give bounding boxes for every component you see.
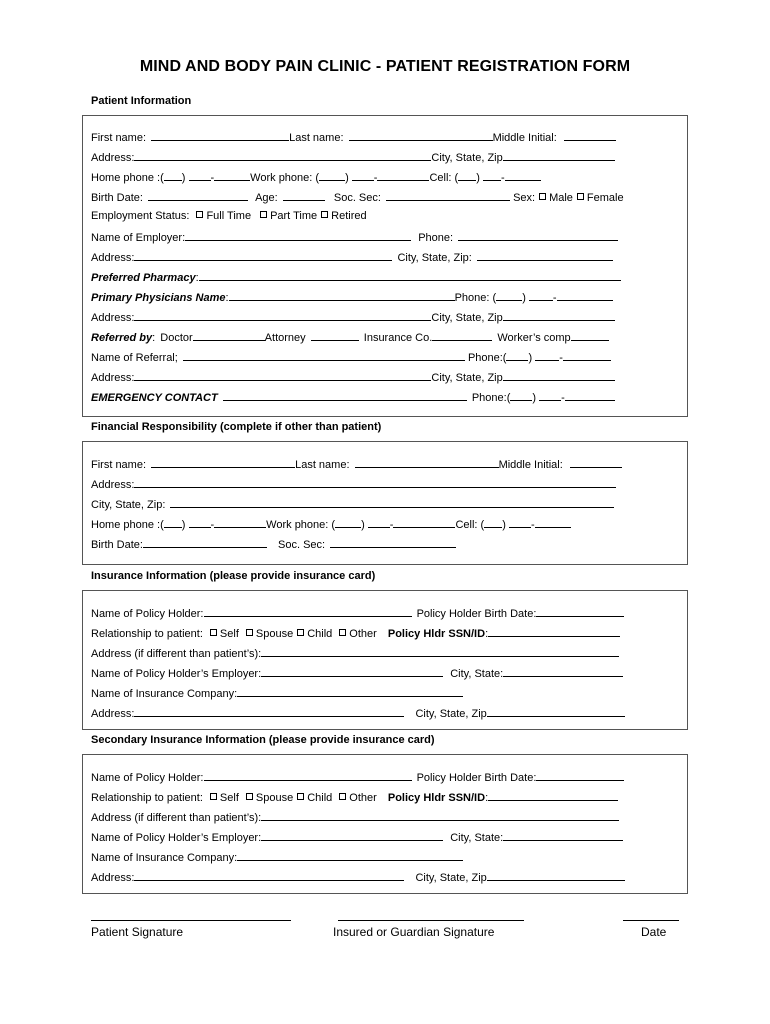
address-label: Address: — [91, 152, 135, 164]
employer-address-field[interactable] — [134, 250, 392, 261]
referred-by-label: Referred by — [91, 332, 153, 344]
financial-phone-row — [91, 517, 571, 532]
address-label: Address: — [91, 372, 135, 384]
city-state-zip-label: City, State, Zip — [431, 312, 503, 324]
home-prefix-field[interactable] — [189, 170, 211, 181]
referral-address-row — [91, 370, 615, 385]
referral-line-field[interactable] — [563, 350, 611, 361]
age-field[interactable] — [283, 190, 325, 201]
ins-employer-field[interactable] — [261, 666, 443, 677]
paren: ) — [522, 292, 526, 304]
ins-company-row — [91, 686, 463, 701]
employer-city-field[interactable] — [477, 250, 613, 261]
soc-sec-label: Soc. Sec: — [333, 192, 381, 204]
age-label: Age: — [255, 192, 278, 204]
ins-address-row — [91, 706, 625, 721]
retired-label: Retired — [331, 210, 367, 222]
policy-holder-birth-label: Policy Holder Birth Date: — [416, 608, 537, 620]
sec-city-field[interactable] — [487, 870, 625, 881]
relationship-label: Relationship to patient: — [91, 628, 203, 640]
section-heading-financial: Financial Responsibility (complete if other than patient) — [91, 421, 382, 433]
ins-address-diff-field[interactable] — [261, 646, 619, 657]
sec-company-row — [91, 850, 463, 865]
ins-holder-birth-field[interactable] — [536, 606, 624, 617]
referral-area-field[interactable] — [506, 350, 528, 361]
referral-phone-label: Phone:( — [467, 352, 507, 364]
male-checkbox[interactable] — [539, 193, 546, 200]
doctor-label: Doctor — [160, 332, 193, 344]
form-title: MIND AND BODY PAIN CLINIC - PATIENT REGISTRATION FORM — [139, 58, 631, 75]
full-time-label: Full Time — [206, 210, 252, 222]
employment-row — [91, 210, 367, 223]
ins-address-field[interactable] — [134, 706, 404, 717]
cell-label: Cell: ( — [429, 172, 459, 184]
insurance-co-label: Insurance Co. — [363, 332, 433, 344]
work-prefix-field[interactable] — [352, 170, 374, 181]
fin-middle-initial-field[interactable] — [570, 457, 622, 468]
physician-address-field[interactable] — [134, 310, 431, 321]
paren: ) — [181, 172, 186, 184]
patient-signature-line[interactable] — [91, 920, 291, 921]
cell-area-field[interactable] — [458, 170, 476, 181]
address-label: Address: — [91, 479, 135, 491]
city-state-zip-label: City, State, Zip — [415, 872, 487, 884]
sec-holder-row — [91, 770, 624, 785]
self-checkbox[interactable] — [210, 629, 217, 636]
sec-relationship-row — [91, 790, 618, 805]
dash: - — [210, 172, 215, 184]
doctor-field[interactable] — [193, 330, 265, 341]
ins-employer-city-field[interactable] — [503, 666, 623, 677]
policy-holder-birth-label: Policy Holder Birth Date: — [416, 772, 537, 784]
dash: - — [530, 519, 535, 531]
policy-ssn-label: Policy Hldr SSN/ID — [387, 628, 486, 640]
policy-employer-label: Name of Policy Holder’s Employer: — [91, 668, 262, 680]
birth-date-label: Birth Date: — [91, 539, 143, 551]
home-area-field[interactable] — [164, 170, 182, 181]
workers-comp-label: Worker’s comp — [497, 332, 571, 344]
sec-ssn-field[interactable] — [488, 790, 618, 801]
patient-name-row — [91, 130, 616, 145]
patient-address-row — [91, 150, 615, 165]
attorney-field[interactable] — [311, 330, 359, 341]
employer-phone-label: Phone: — [418, 232, 454, 244]
ins-employer-row — [91, 666, 623, 681]
dash: - — [552, 292, 557, 304]
fin-cell-prefix-field[interactable] — [509, 517, 531, 528]
paren: ) — [476, 172, 480, 184]
workers-comp-field[interactable] — [571, 330, 609, 341]
fin-birth-date-field[interactable] — [143, 537, 267, 548]
guardian-signature-line[interactable] — [338, 920, 524, 921]
dash: - — [373, 172, 378, 184]
spouse-checkbox[interactable] — [246, 629, 253, 636]
policy-holder-label: Name of Policy Holder: — [91, 772, 204, 784]
fin-home-line-field[interactable] — [214, 517, 266, 528]
middle-initial-label: Middle Initial: — [498, 459, 563, 471]
self-checkbox[interactable] — [210, 793, 217, 800]
ins-holder-row — [91, 606, 624, 621]
physician-phone-label: Phone: ( — [454, 292, 497, 304]
work-line-field[interactable] — [377, 170, 429, 181]
ins-company-field[interactable] — [237, 686, 463, 697]
dash: - — [389, 519, 394, 531]
sec-employer-city-field[interactable] — [503, 830, 623, 841]
referral-row — [91, 350, 611, 365]
last-name-label: Last name: — [295, 459, 350, 471]
patient-birth-row — [91, 190, 624, 205]
relationship-label: Relationship to patient: — [91, 792, 203, 804]
sec-employer-field[interactable] — [261, 830, 443, 841]
financial-address-row — [91, 477, 616, 492]
child-checkbox[interactable] — [297, 793, 304, 800]
spouse-checkbox[interactable] — [246, 793, 253, 800]
child-checkbox[interactable] — [297, 629, 304, 636]
first-name-label: First name: — [91, 132, 147, 144]
other-label: Other — [349, 628, 377, 640]
fin-home-prefix-field[interactable] — [189, 517, 211, 528]
emergency-contact-label: EMERGENCY CONTACT — [91, 392, 218, 404]
city-state-zip-label: City, State, Zip — [431, 372, 503, 384]
fin-soc-sec-field[interactable] — [330, 537, 456, 548]
ins-relationship-row — [91, 626, 620, 641]
insurance-company-label: Name of Insurance Company: — [91, 852, 238, 864]
paren: ) — [181, 519, 186, 531]
physician-line-field[interactable] — [557, 290, 613, 301]
colon: : — [485, 792, 489, 804]
primary-physician-label: Primary Physicians Name — [91, 292, 226, 304]
emergency-contact-field[interactable] — [223, 390, 467, 401]
child-label: Child — [307, 628, 333, 640]
self-label: Self — [219, 792, 239, 804]
other-checkbox[interactable] — [339, 793, 346, 800]
middle-initial-field[interactable] — [564, 130, 616, 141]
soc-sec-field[interactable] — [386, 190, 510, 201]
child-label: Child — [307, 792, 333, 804]
fin-first-name-field[interactable] — [151, 457, 295, 468]
colon: : — [225, 292, 229, 304]
part-time-label: Part Time — [270, 210, 318, 222]
address-label: Address: — [91, 252, 135, 264]
emergency-area-field[interactable] — [510, 390, 532, 401]
ins-city-field[interactable] — [487, 706, 625, 717]
paren: ) — [345, 172, 349, 184]
male-label: Male — [549, 192, 573, 204]
fin-home-area-field[interactable] — [164, 517, 182, 528]
section-heading-patient: Patient Information — [91, 95, 192, 107]
city-state-zip-label: City, State, Zip: — [397, 252, 472, 264]
address-field[interactable] — [134, 150, 431, 161]
insurance-co-field[interactable] — [432, 330, 492, 341]
other-checkbox[interactable] — [339, 629, 346, 636]
attorney-label: Attorney — [264, 332, 306, 344]
ins-ssn-field[interactable] — [488, 626, 620, 637]
pharmacy-field[interactable] — [199, 270, 621, 281]
fin-cell-line-field[interactable] — [535, 517, 571, 528]
sec-employer-row — [91, 830, 623, 845]
fin-work-area-field[interactable] — [335, 517, 361, 528]
referral-label: Name of Referral; — [91, 352, 178, 364]
address-if-different-label: Address (if different than patient’s): — [91, 648, 262, 660]
address-label: Address: — [91, 872, 135, 884]
home-phone-label: Home phone :( — [91, 172, 164, 184]
city-state-zip-label: City, State, Zip: — [91, 499, 166, 511]
referred-by-row — [91, 330, 609, 345]
fin-work-prefix-field[interactable] — [368, 517, 390, 528]
fin-city-field[interactable] — [170, 497, 614, 508]
birth-date-field[interactable] — [148, 190, 248, 201]
address-if-different-label: Address (if different than patient’s): — [91, 812, 262, 824]
address-label: Address: — [91, 312, 135, 324]
city-state-label: City, State: — [450, 832, 504, 844]
soc-sec-label: Soc. Sec: — [278, 539, 326, 551]
first-name-label: First name: — [91, 459, 147, 471]
physician-city-field[interactable] — [503, 310, 615, 321]
city-state-zip-field[interactable] — [503, 150, 615, 161]
colon: : — [485, 628, 489, 640]
last-name-field[interactable] — [349, 130, 493, 141]
spouse-label: Spouse — [255, 792, 294, 804]
birth-date-label: Birth Date: — [91, 192, 143, 204]
ins-holder-field[interactable] — [204, 606, 412, 617]
fin-last-name-field[interactable] — [355, 457, 499, 468]
referral-field[interactable] — [183, 350, 465, 361]
work-phone-label: Work phone: ( — [266, 519, 336, 531]
ins-address-diff-row — [91, 646, 619, 661]
employer-address-row — [91, 250, 613, 265]
part-time-checkbox[interactable] — [260, 211, 267, 218]
home-phone-label: Home phone :( — [91, 519, 164, 531]
insurance-company-label: Name of Insurance Company: — [91, 688, 238, 700]
spouse-label: Spouse — [255, 628, 294, 640]
financial-city-row — [91, 497, 614, 512]
fin-address-field[interactable] — [134, 477, 616, 488]
physician-row — [91, 290, 613, 305]
sec-company-field[interactable] — [237, 850, 463, 861]
policy-ssn-label: Policy Hldr SSN/ID — [387, 792, 486, 804]
female-checkbox[interactable] — [577, 193, 584, 200]
employer-label: Name of Employer: — [91, 232, 186, 244]
physician-field[interactable] — [229, 290, 455, 301]
section-heading-insurance: Insurance Information (please provide insurance card) — [91, 570, 376, 582]
physician-prefix-field[interactable] — [529, 290, 553, 301]
sec-holder-field[interactable] — [204, 770, 412, 781]
employer-phone-field[interactable] — [458, 230, 618, 241]
retired-checkbox[interactable] — [321, 211, 328, 218]
emergency-line-field[interactable] — [565, 390, 615, 401]
pharmacy-row — [91, 270, 621, 285]
dash: - — [210, 519, 215, 531]
paren: ) — [532, 392, 537, 404]
patient-signature-label: Patient Signature — [91, 925, 184, 939]
financial-name-row — [91, 457, 622, 472]
last-name-label: Last name: — [289, 132, 344, 144]
work-phone-label: Work phone: ( — [250, 172, 320, 184]
paren: ) — [361, 519, 365, 531]
patient-phone-row — [91, 170, 541, 185]
financial-birth-row — [91, 537, 456, 552]
cell-line-field[interactable] — [505, 170, 541, 181]
physician-address-row — [91, 310, 615, 325]
city-state-zip-label: City, State, Zip — [431, 152, 503, 164]
emergency-phone-label: Phone:( — [471, 392, 511, 404]
other-label: Other — [349, 792, 377, 804]
sec-address-diff-row — [91, 810, 619, 825]
middle-initial-label: Middle Initial: — [492, 132, 557, 144]
female-label: Female — [586, 192, 624, 204]
fin-work-line-field[interactable] — [393, 517, 455, 528]
paren: ) — [528, 352, 533, 364]
cell-prefix-field[interactable] — [483, 170, 501, 181]
preferred-pharmacy-label: Preferred Pharmacy — [91, 272, 196, 284]
full-time-checkbox[interactable] — [196, 211, 203, 218]
date-line[interactable] — [623, 920, 679, 921]
work-area-field[interactable] — [319, 170, 345, 181]
first-name-field[interactable] — [151, 130, 289, 141]
city-state-label: City, State: — [450, 668, 504, 680]
sec-address-field[interactable] — [134, 870, 404, 881]
city-state-zip-label: City, State, Zip — [415, 708, 487, 720]
referral-address-field[interactable] — [134, 370, 431, 381]
cell-label: Cell: ( — [455, 519, 485, 531]
policy-holder-label: Name of Policy Holder: — [91, 608, 204, 620]
sec-holder-birth-field[interactable] — [536, 770, 624, 781]
sec-address-row — [91, 870, 625, 885]
self-label: Self — [219, 628, 239, 640]
physician-area-field[interactable] — [496, 290, 522, 301]
dash: - — [559, 352, 563, 364]
sec-address-diff-field[interactable] — [261, 810, 619, 821]
paren: ) — [502, 519, 506, 531]
home-line-field[interactable] — [214, 170, 250, 181]
dash: - — [500, 172, 505, 184]
emergency-prefix-field[interactable] — [539, 390, 561, 401]
dash: - — [561, 392, 565, 404]
colon: : — [195, 272, 199, 284]
address-label: Address: — [91, 708, 135, 720]
referral-prefix-field[interactable] — [535, 350, 559, 361]
guardian-signature-label: Insured or Guardian Signature — [333, 925, 495, 939]
colon: : — [152, 332, 156, 344]
referral-city-field[interactable] — [503, 370, 615, 381]
employer-row — [91, 230, 618, 245]
date-label: Date — [641, 925, 667, 939]
employment-status-label: Employment Status: — [91, 210, 190, 222]
emergency-contact-row — [91, 390, 615, 405]
fin-cell-area-field[interactable] — [484, 517, 502, 528]
section-heading-secondary: Secondary Insurance Information (please provide insurance card) — [91, 734, 435, 746]
employer-field[interactable] — [185, 230, 411, 241]
policy-employer-label: Name of Policy Holder’s Employer: — [91, 832, 262, 844]
sex-label: Sex: — [513, 192, 536, 204]
